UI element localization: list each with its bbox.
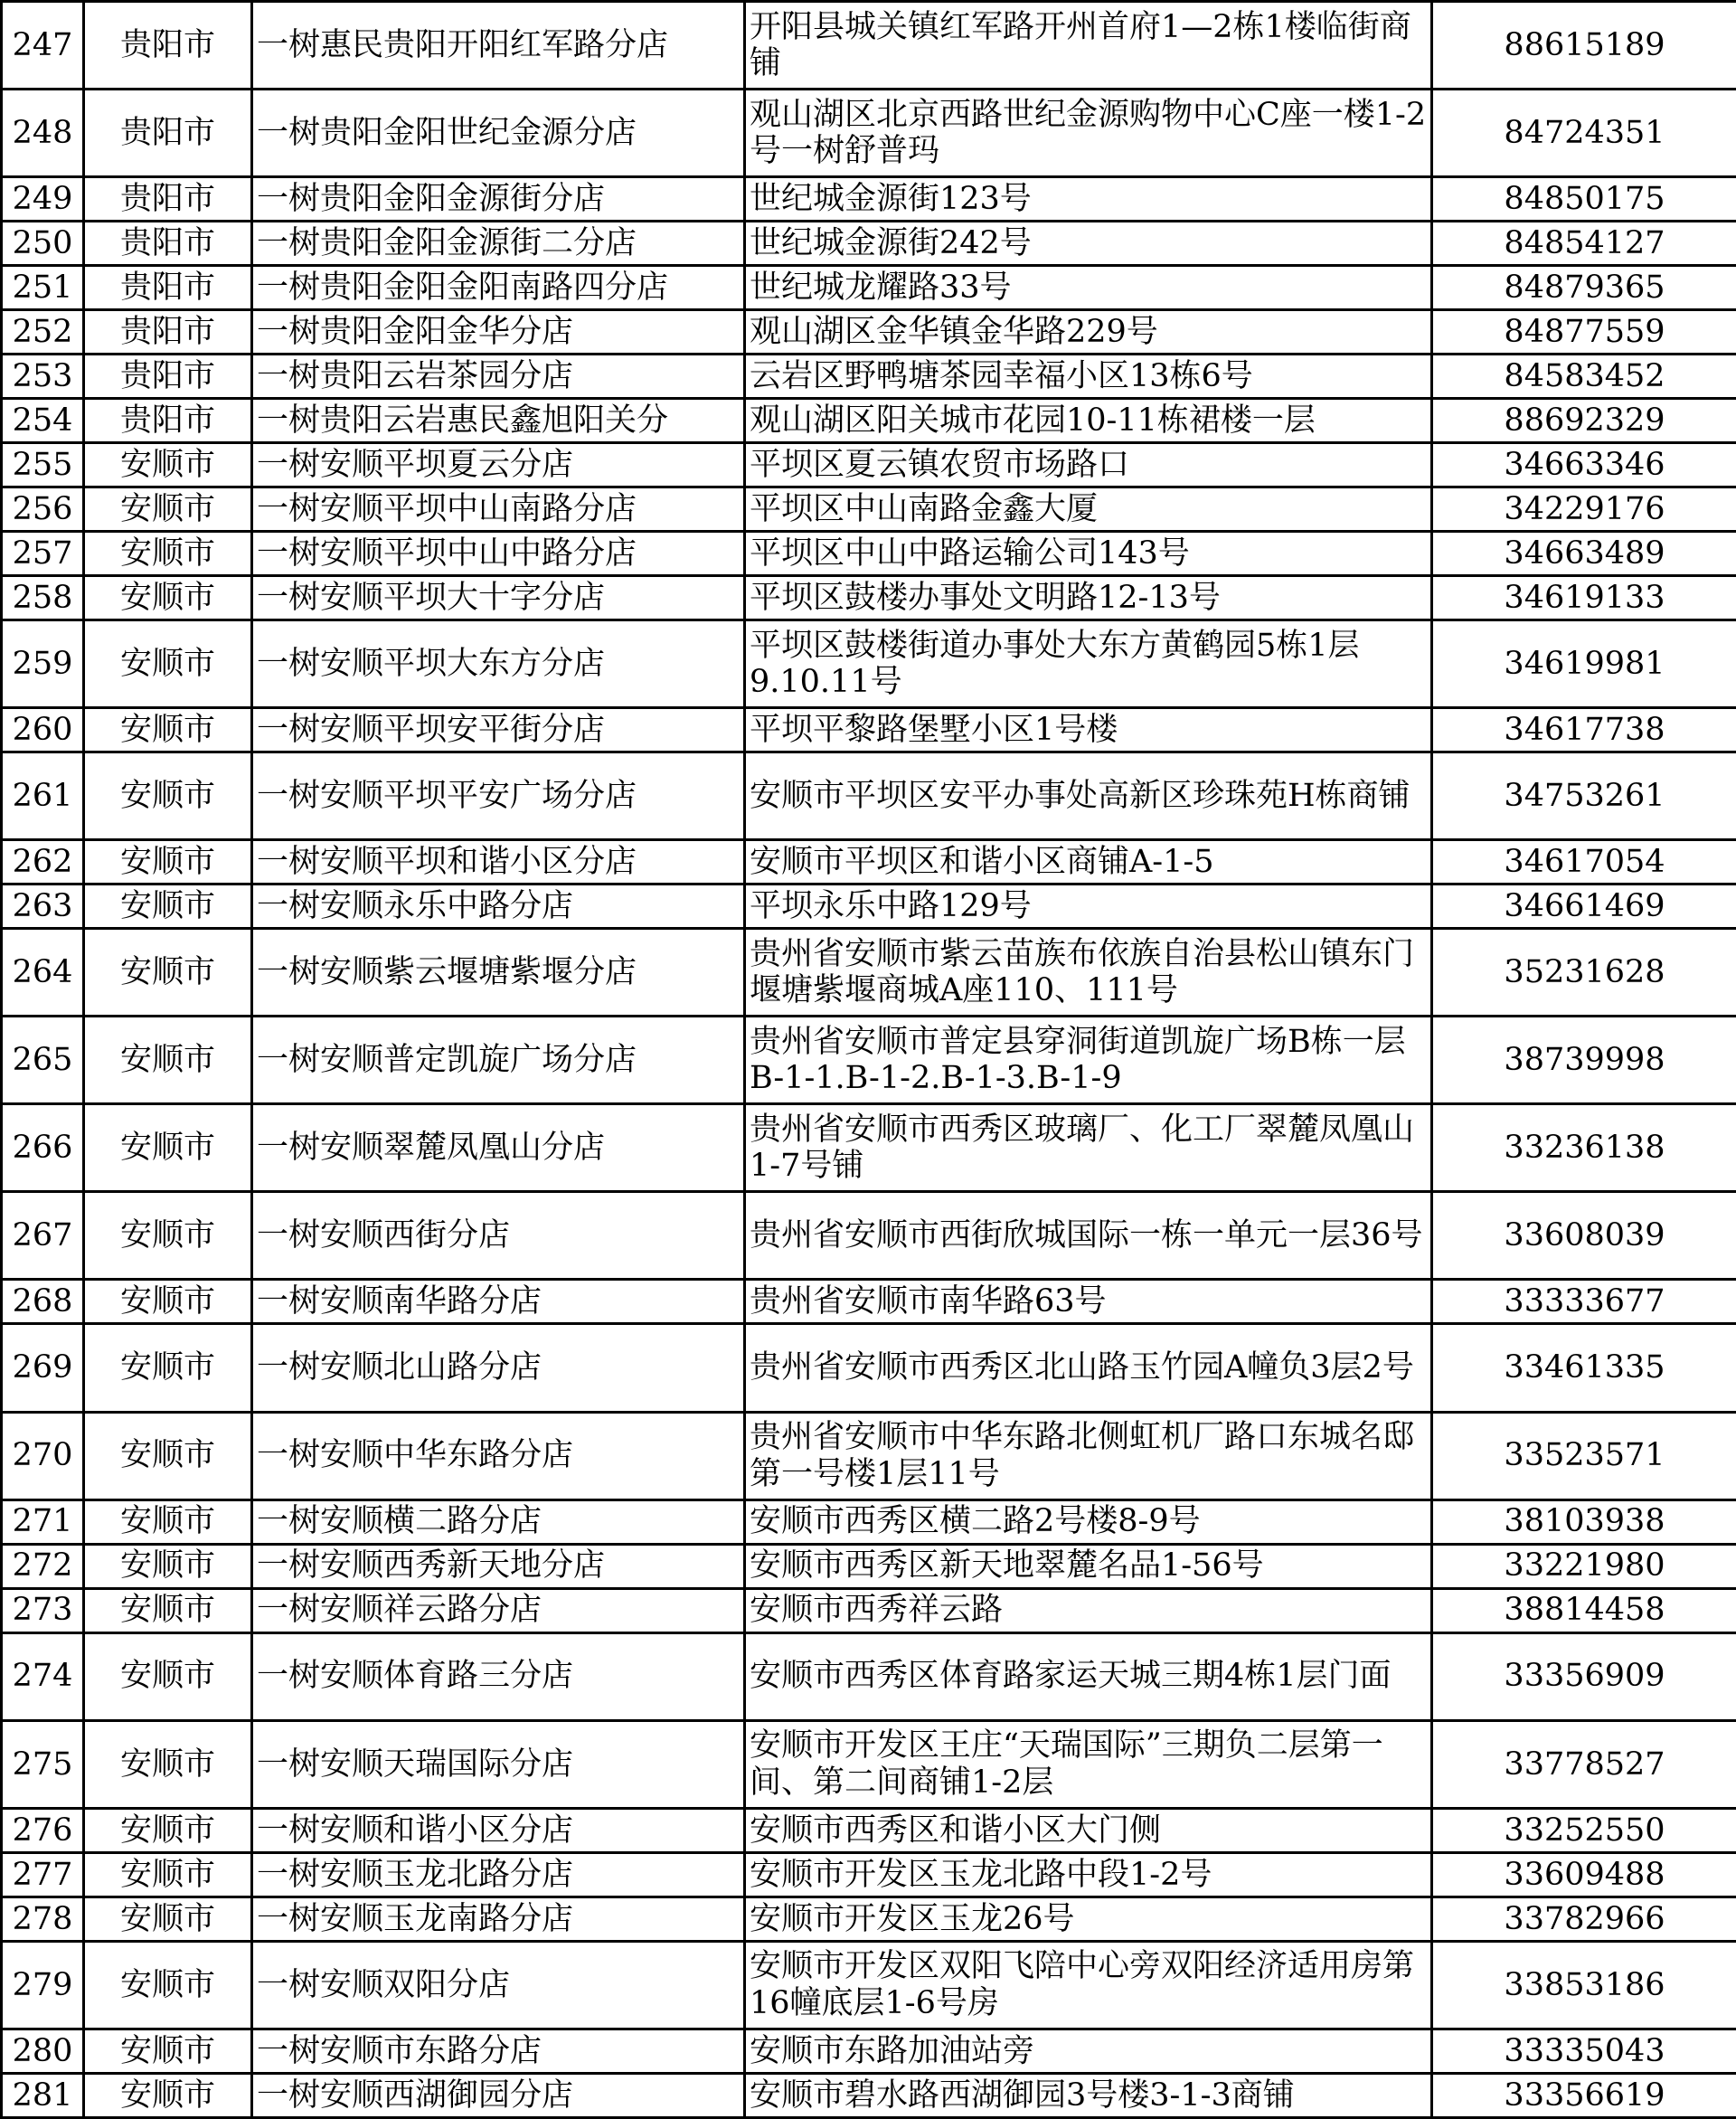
address-cell: 世纪城金源街242号 xyxy=(745,222,1432,266)
phone-cell: 38103938 xyxy=(1432,1499,1736,1544)
city-cell: 贵阳市 xyxy=(84,90,252,177)
address-cell: 平坝区中山南路金鑫大厦 xyxy=(745,487,1432,532)
store-number-cell: 275 xyxy=(2,1720,84,1808)
phone-cell: 84724351 xyxy=(1432,90,1736,177)
address-cell: 世纪城龙耀路33号 xyxy=(745,266,1432,310)
table-row xyxy=(2,840,1736,884)
phone-cell: 84877559 xyxy=(1432,310,1736,355)
store-number-cell: 280 xyxy=(2,2029,84,2073)
address-cell: 平坝永乐中路129号 xyxy=(745,884,1432,929)
store-name-cell: 一树贵阳金阳金源街分店 xyxy=(252,177,745,222)
phone-cell: 84850175 xyxy=(1432,177,1736,222)
address-cell: 安顺市西秀区和谐小区大门侧 xyxy=(745,1808,1432,1852)
table-row xyxy=(2,576,1736,620)
store-number-cell: 251 xyxy=(2,266,84,310)
table-row xyxy=(2,1941,1736,2029)
phone-cell: 33356619 xyxy=(1432,2073,1736,2117)
store-number-cell: 249 xyxy=(2,177,84,222)
phone-cell: 84879365 xyxy=(1432,266,1736,310)
store-name-cell: 一树安顺西湖御园分店 xyxy=(252,2073,745,2117)
store-number-cell: 281 xyxy=(2,2073,84,2117)
table-row xyxy=(2,708,1736,752)
city-cell: 贵阳市 xyxy=(84,266,252,310)
city-cell: 安顺市 xyxy=(84,929,252,1017)
phone-cell: 34753261 xyxy=(1432,752,1736,840)
phone-cell: 33236138 xyxy=(1432,1104,1736,1192)
city-cell: 贵阳市 xyxy=(84,222,252,266)
city-cell: 贵阳市 xyxy=(84,355,252,399)
address-cell: 平坝区中山中路运输公司143号 xyxy=(745,532,1432,576)
phone-cell: 34619133 xyxy=(1432,576,1736,620)
city-cell: 安顺市 xyxy=(84,1588,252,1632)
store-name-cell: 一树安顺市东路分店 xyxy=(252,2029,745,2073)
city-cell: 安顺市 xyxy=(84,1808,252,1852)
table-row xyxy=(2,1808,1736,1852)
city-cell: 安顺市 xyxy=(84,1720,252,1808)
phone-cell: 84854127 xyxy=(1432,222,1736,266)
store-number-cell: 257 xyxy=(2,532,84,576)
phone-cell: 33335043 xyxy=(1432,2029,1736,2073)
store-name-cell: 一树安顺天瑞国际分店 xyxy=(252,1720,745,1808)
phone-cell: 33252550 xyxy=(1432,1808,1736,1852)
city-cell: 安顺市 xyxy=(84,443,252,487)
store-name-cell: 一树安顺平坝中山中路分店 xyxy=(252,532,745,576)
phone-cell: 88692329 xyxy=(1432,399,1736,443)
city-cell: 安顺市 xyxy=(84,2029,252,2073)
city-cell: 安顺市 xyxy=(84,576,252,620)
store-name-cell: 一树贵阳云岩惠民鑫旭阳关分 xyxy=(252,399,745,443)
table-row xyxy=(2,1499,1736,1544)
city-cell: 安顺市 xyxy=(84,1104,252,1192)
store-number-cell: 266 xyxy=(2,1104,84,1192)
table-row xyxy=(2,1720,1736,1808)
store-name-cell: 一树安顺平坝中山南路分店 xyxy=(252,487,745,532)
table-row xyxy=(2,1280,1736,1324)
store-name-cell: 一树安顺祥云路分店 xyxy=(252,1588,745,1632)
address-cell: 安顺市平坝区安平办事处高新区珍珠苑H栋商铺 xyxy=(745,752,1432,840)
city-cell: 安顺市 xyxy=(84,1017,252,1104)
store-number-cell: 254 xyxy=(2,399,84,443)
table-row xyxy=(2,90,1736,177)
table-row xyxy=(2,1104,1736,1192)
store-number-cell: 267 xyxy=(2,1192,84,1280)
store-number-cell: 262 xyxy=(2,840,84,884)
store-name-cell: 一树惠民贵阳开阳红军路分店 xyxy=(252,2,745,90)
table-row xyxy=(2,487,1736,532)
address-cell: 观山湖区金华镇金华路229号 xyxy=(745,310,1432,355)
phone-cell: 34661469 xyxy=(1432,884,1736,929)
city-cell: 安顺市 xyxy=(84,532,252,576)
store-number-cell: 253 xyxy=(2,355,84,399)
store-number-cell: 279 xyxy=(2,1941,84,2029)
city-cell: 贵阳市 xyxy=(84,2,252,90)
address-cell: 安顺市开发区玉龙北路中段1-2号 xyxy=(745,1852,1432,1897)
table-row xyxy=(2,2029,1736,2073)
city-cell: 安顺市 xyxy=(84,884,252,929)
store-name-cell: 一树安顺平坝大十字分店 xyxy=(252,576,745,620)
address-cell: 平坝区鼓楼办事处文明路12-13号 xyxy=(745,576,1432,620)
store-name-cell: 一树安顺普定凯旋广场分店 xyxy=(252,1017,745,1104)
store-name-cell: 一树安顺南华路分店 xyxy=(252,1280,745,1324)
store-number-cell: 268 xyxy=(2,1280,84,1324)
table-row xyxy=(2,1192,1736,1280)
store-number-cell: 252 xyxy=(2,310,84,355)
city-cell: 安顺市 xyxy=(84,620,252,708)
phone-cell: 34229176 xyxy=(1432,487,1736,532)
phone-cell: 33782966 xyxy=(1432,1897,1736,1941)
city-cell: 安顺市 xyxy=(84,1897,252,1941)
store-number-cell: 264 xyxy=(2,929,84,1017)
phone-cell: 33778527 xyxy=(1432,1720,1736,1808)
store-number-cell: 248 xyxy=(2,90,84,177)
store-name-cell: 一树安顺体育路三分店 xyxy=(252,1632,745,1720)
address-cell: 贵州省安顺市南华路63号 xyxy=(745,1280,1432,1324)
table-row xyxy=(2,2,1736,90)
table-row xyxy=(2,1632,1736,1720)
address-cell: 观山湖区阳关城市花园10-11栋裙楼一层 xyxy=(745,399,1432,443)
address-cell: 贵州省安顺市紫云苗族布依族自治县松山镇东门堰塘紫堰商城A座110、111号 xyxy=(745,929,1432,1017)
store-number-cell: 261 xyxy=(2,752,84,840)
address-cell: 贵州省安顺市西秀区北山路玉竹园A幢负3层2号 xyxy=(745,1324,1432,1412)
address-cell: 安顺市西秀祥云路 xyxy=(745,1588,1432,1632)
table-row xyxy=(2,620,1736,708)
store-number-cell: 273 xyxy=(2,1588,84,1632)
address-cell: 开阳县城关镇红军路开州首府1—2栋1楼临街商铺 xyxy=(745,2,1432,90)
store-number-cell: 263 xyxy=(2,884,84,929)
address-cell: 安顺市开发区王庄“天瑞国际”三期负二层第一间、第二间商铺1-2层 xyxy=(745,1720,1432,1808)
phone-cell: 33221980 xyxy=(1432,1544,1736,1588)
table-row xyxy=(2,752,1736,840)
address-cell: 贵州省安顺市中华东路北侧虹机厂路口东城名邸第一号楼1层11号 xyxy=(745,1412,1432,1499)
store-name-cell: 一树贵阳金阳金华分店 xyxy=(252,310,745,355)
phone-cell: 33333677 xyxy=(1432,1280,1736,1324)
phone-cell: 33523571 xyxy=(1432,1412,1736,1499)
table-row xyxy=(2,266,1736,310)
table-row xyxy=(2,310,1736,355)
store-number-cell: 271 xyxy=(2,1499,84,1544)
city-cell: 安顺市 xyxy=(84,752,252,840)
store-name-cell: 一树安顺双阳分店 xyxy=(252,1941,745,2029)
store-number-cell: 272 xyxy=(2,1544,84,1588)
phone-cell: 34663489 xyxy=(1432,532,1736,576)
table-row xyxy=(2,399,1736,443)
address-cell: 贵州省安顺市西秀区玻璃厂、化工厂翠麓凤凰山1-7号铺 xyxy=(745,1104,1432,1192)
city-cell: 安顺市 xyxy=(84,708,252,752)
phone-cell: 33608039 xyxy=(1432,1192,1736,1280)
store-name-cell: 一树贵阳金阳世纪金源分店 xyxy=(252,90,745,177)
table-row xyxy=(2,222,1736,266)
store-list-body xyxy=(2,2,1736,2118)
city-cell: 安顺市 xyxy=(84,1632,252,1720)
address-cell: 安顺市平坝区和谐小区商铺A-1-5 xyxy=(745,840,1432,884)
city-cell: 安顺市 xyxy=(84,1544,252,1588)
table-row xyxy=(2,177,1736,222)
address-cell: 安顺市西秀区横二路2号楼8-9号 xyxy=(745,1499,1432,1544)
store-number-cell: 269 xyxy=(2,1324,84,1412)
phone-cell: 33609488 xyxy=(1432,1852,1736,1897)
table-row xyxy=(2,1852,1736,1897)
store-name-cell: 一树安顺横二路分店 xyxy=(252,1499,745,1544)
phone-cell: 34619981 xyxy=(1432,620,1736,708)
store-name-cell: 一树安顺中华东路分店 xyxy=(252,1412,745,1499)
city-cell: 安顺市 xyxy=(84,2073,252,2117)
store-name-cell: 一树贵阳金阳金源街二分店 xyxy=(252,222,745,266)
address-cell: 观山湖区北京西路世纪金源购物中心C座一楼1-2号一树舒普玛 xyxy=(745,90,1432,177)
store-name-cell: 一树贵阳云岩茶园分店 xyxy=(252,355,745,399)
address-cell: 安顺市开发区双阳飞陪中心旁双阳经济适用房第16幢底层1-6号房 xyxy=(745,1941,1432,2029)
city-cell: 安顺市 xyxy=(84,487,252,532)
store-number-cell: 259 xyxy=(2,620,84,708)
store-name-cell: 一树安顺平坝安平街分店 xyxy=(252,708,745,752)
phone-cell: 34617054 xyxy=(1432,840,1736,884)
store-number-cell: 265 xyxy=(2,1017,84,1104)
store-name-cell: 一树安顺西秀新天地分店 xyxy=(252,1544,745,1588)
table-row xyxy=(2,1588,1736,1632)
phone-cell: 38814458 xyxy=(1432,1588,1736,1632)
address-cell: 平坝区夏云镇农贸市场路口 xyxy=(745,443,1432,487)
store-name-cell: 一树安顺平坝和谐小区分店 xyxy=(252,840,745,884)
table-row xyxy=(2,443,1736,487)
phone-cell: 33356909 xyxy=(1432,1632,1736,1720)
store-name-cell: 一树安顺平坝夏云分店 xyxy=(252,443,745,487)
store-number-cell: 258 xyxy=(2,576,84,620)
store-number-cell: 274 xyxy=(2,1632,84,1720)
table-row xyxy=(2,1017,1736,1104)
city-cell: 安顺市 xyxy=(84,1499,252,1544)
address-cell: 安顺市东路加油站旁 xyxy=(745,2029,1432,2073)
store-number-cell: 256 xyxy=(2,487,84,532)
address-cell: 安顺市西秀区新天地翠麓名品1-56号 xyxy=(745,1544,1432,1588)
address-cell: 贵州省安顺市普定县穿洞街道凯旋广场B栋一层B-1-1.B-1-2.B-1-3.B-1-9 xyxy=(745,1017,1432,1104)
phone-cell: 33461335 xyxy=(1432,1324,1736,1412)
store-name-cell: 一树安顺西街分店 xyxy=(252,1192,745,1280)
store-number-cell: 277 xyxy=(2,1852,84,1897)
table-row xyxy=(2,1324,1736,1412)
phone-cell: 88615189 xyxy=(1432,2,1736,90)
phone-cell: 38739998 xyxy=(1432,1017,1736,1104)
phone-cell: 84583452 xyxy=(1432,355,1736,399)
store-name-cell: 一树安顺玉龙南路分店 xyxy=(252,1897,745,1941)
city-cell: 安顺市 xyxy=(84,1280,252,1324)
store-number-cell: 276 xyxy=(2,1808,84,1852)
store-name-cell: 一树安顺平坝大东方分店 xyxy=(252,620,745,708)
phone-cell: 33853186 xyxy=(1432,1941,1736,2029)
table-row xyxy=(2,532,1736,576)
store-name-cell: 一树安顺北山路分店 xyxy=(252,1324,745,1412)
table-row xyxy=(2,2073,1736,2117)
store-number-cell: 255 xyxy=(2,443,84,487)
store-name-cell: 一树安顺紫云堰塘紫堰分店 xyxy=(252,929,745,1017)
table-row xyxy=(2,355,1736,399)
table-row xyxy=(2,1412,1736,1499)
city-cell: 贵阳市 xyxy=(84,310,252,355)
city-cell: 贵阳市 xyxy=(84,177,252,222)
address-cell: 安顺市西秀区体育路家运天城三期4栋1层门面 xyxy=(745,1632,1432,1720)
store-name-cell: 一树安顺和谐小区分店 xyxy=(252,1808,745,1852)
phone-cell: 34617738 xyxy=(1432,708,1736,752)
address-cell: 平坝平黎路堡墅小区1号楼 xyxy=(745,708,1432,752)
store-name-cell: 一树贵阳金阳金阳南路四分店 xyxy=(252,266,745,310)
city-cell: 安顺市 xyxy=(84,1324,252,1412)
store-number-cell: 270 xyxy=(2,1412,84,1499)
table-row xyxy=(2,884,1736,929)
address-cell: 世纪城金源街123号 xyxy=(745,177,1432,222)
store-number-cell: 247 xyxy=(2,2,84,90)
store-name-cell: 一树安顺翠麓凤凰山分店 xyxy=(252,1104,745,1192)
table-row xyxy=(2,929,1736,1017)
table-row xyxy=(2,1544,1736,1588)
table-row xyxy=(2,1897,1736,1941)
city-cell: 安顺市 xyxy=(84,840,252,884)
store-name-cell: 一树安顺玉龙北路分店 xyxy=(252,1852,745,1897)
city-cell: 贵阳市 xyxy=(84,399,252,443)
address-cell: 安顺市开发区玉龙26号 xyxy=(745,1897,1432,1941)
phone-cell: 34663346 xyxy=(1432,443,1736,487)
address-cell: 云岩区野鸭塘茶园幸福小区13栋6号 xyxy=(745,355,1432,399)
store-number-cell: 278 xyxy=(2,1897,84,1941)
phone-cell: 35231628 xyxy=(1432,929,1736,1017)
city-cell: 安顺市 xyxy=(84,1412,252,1499)
address-cell: 贵州省安顺市西街欣城国际一栋一单元一层36号 xyxy=(745,1192,1432,1280)
store-number-cell: 260 xyxy=(2,708,84,752)
city-cell: 安顺市 xyxy=(84,1941,252,2029)
city-cell: 安顺市 xyxy=(84,1852,252,1897)
store-name-cell: 一树安顺永乐中路分店 xyxy=(252,884,745,929)
address-cell: 平坝区鼓楼街道办事处大东方黄鹤园5栋1层9.10.11号 xyxy=(745,620,1432,708)
store-name-cell: 一树安顺平坝平安广场分店 xyxy=(252,752,745,840)
store-number-cell: 250 xyxy=(2,222,84,266)
address-cell: 安顺市碧水路西湖御园3号楼3-1-3商铺 xyxy=(745,2073,1432,2117)
city-cell: 安顺市 xyxy=(84,1192,252,1280)
